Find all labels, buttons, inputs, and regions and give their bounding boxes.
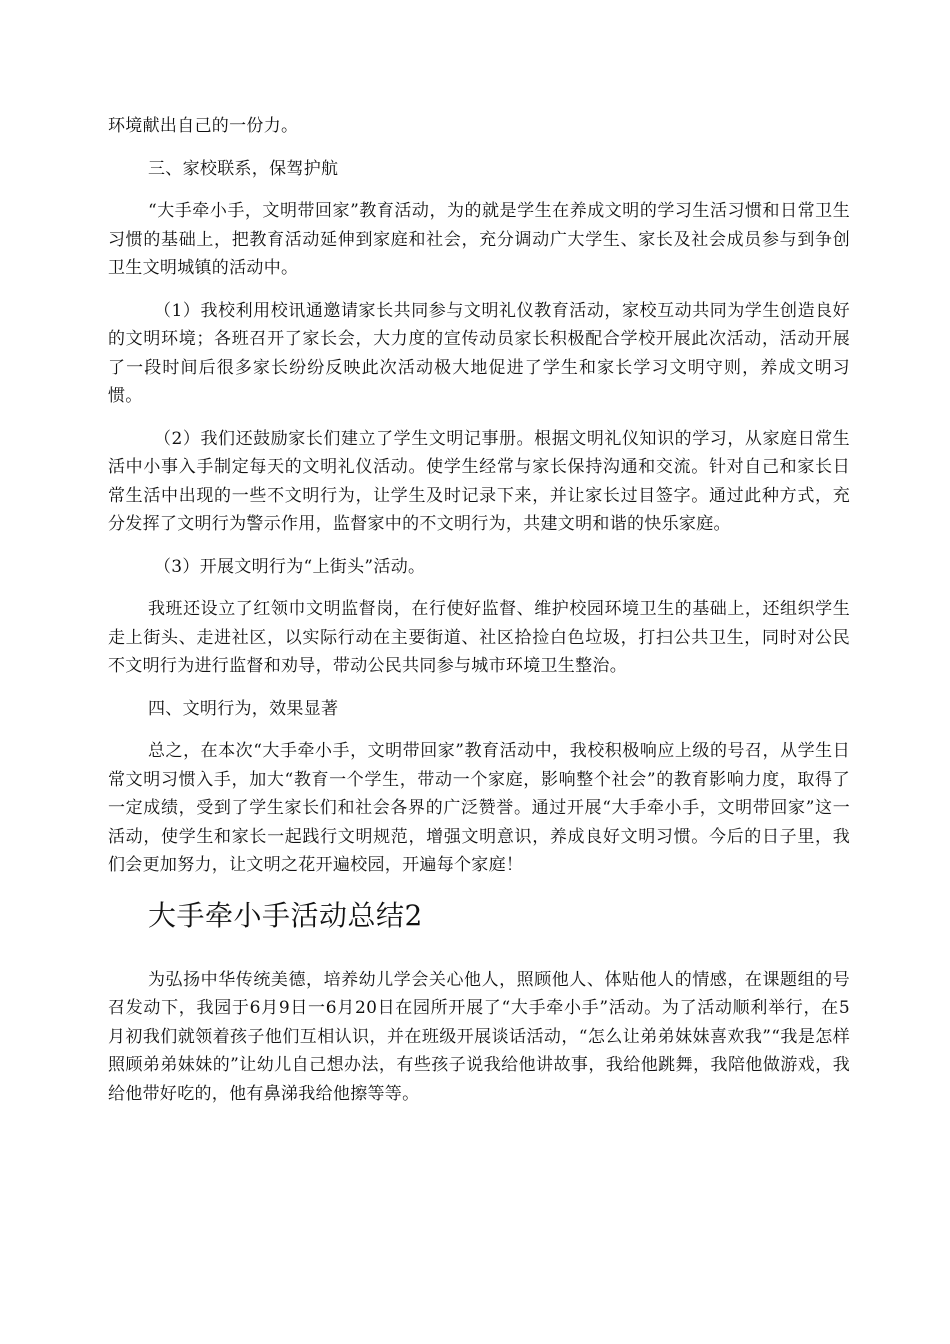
paragraph-conclusion: 总之，在本次“大手牵小手，文明带回家”教育活动中，我校积极响应上级的号召，从学生日常文明习惯入手，加大“教育一个学生，带动一个家庭，影响整个社会”的教育影响力度，取得了一定成绩，受到了学生家长们和社会各界的广泛赞誉。通过开展“大手牵小手，文明带回家”这一活动，使学生和家长一起践行文明规范，增强文明意识，养成良好文明习惯。今后的日子里，我们会更加努力，让文明之花开遍校园，开遍每个家庭！ [108, 741, 850, 875]
section-heading-three: 三、家校联系，保驾护航 [148, 158, 339, 179]
paragraph-supervision: 我班还设立了红领巾文明监督岗，在行使好监督、维护校园环境卫生的基础上，还组织学生走上街头、走进社区，以实际行动在主要街道、社区拾捡白色垃圾，打扫公共卫生，同时对公民不文明行为进行监督和劝导，带动公民共同参与城市环境卫生整治。 [108, 599, 850, 676]
section-2-paragraph: 为弘扬中华传统美德，培养幼儿学会关心他人，照顾他人、体贴他人的情感，在课题组的号召发动下，我园于6月9日一6月20日在园所开展了“大手牵小手”活动。为了活动顺利举行，在5月初我们就领着孩子他们互相认识，并在班级开展谈话活动，“怎么让弟弟妹妹喜欢我”“我是怎样照顾弟弟妹妹的”让幼儿自己想办法，有些孩子说我给他讲故事，我给他跳舞，我陪他做游戏，我给他带好吃的，他有鼻涕我给他擦等等。 [108, 969, 850, 1104]
paragraph-item-1: （1）我校利用校讯通邀请家长共同参与文明礼仪教育活动，家校互动共同为学生创造良好的文明环境；各班召开了家长会，大力度的宣传动员家长积极配合学校开展此次活动，活动开展了一段时间后很多家长纷纷反映此次活动极大地促进了学生和家长学习文明守则，养成文明习惯。 [108, 300, 850, 406]
paragraph-item-2: （2）我们还鼓励家长们建立了学生文明记事册。根据文明礼仪知识的学习，从家庭日常生活中小事入手制定每天的文明礼仪活动。使学生经常与家长保持沟通和交流。针对自己和家长日常生活中出现的一些不文明行为，让学生及时记录下来，并让家长过目签字。通过此种方式，充分发挥了文明行为警示作用，监督家中的不文明行为，共建文明和谐的快乐家庭。 [108, 428, 850, 534]
section-heading-four: 四、文明行为，效果显著 [148, 698, 339, 719]
section-2-title: 大手牵小手活动总结2 [148, 898, 423, 932]
document-page [108, 112, 850, 1108]
paragraph-continuation: 环境献出自己的一份力。 [108, 116, 299, 136]
paragraph-intro: “大手牵小手，文明带回家”教育活动，为的就是学生在养成文明的学习生活习惯和日常卫生习惯的基础上，把教育活动延伸到家庭和社会，充分调动广大学生、家长及社会成员参与到争创卫生文明城镇的活动中。 [108, 201, 850, 278]
paragraph-item-3: （3）开展文明行为“上街头”活动。 [154, 556, 426, 577]
